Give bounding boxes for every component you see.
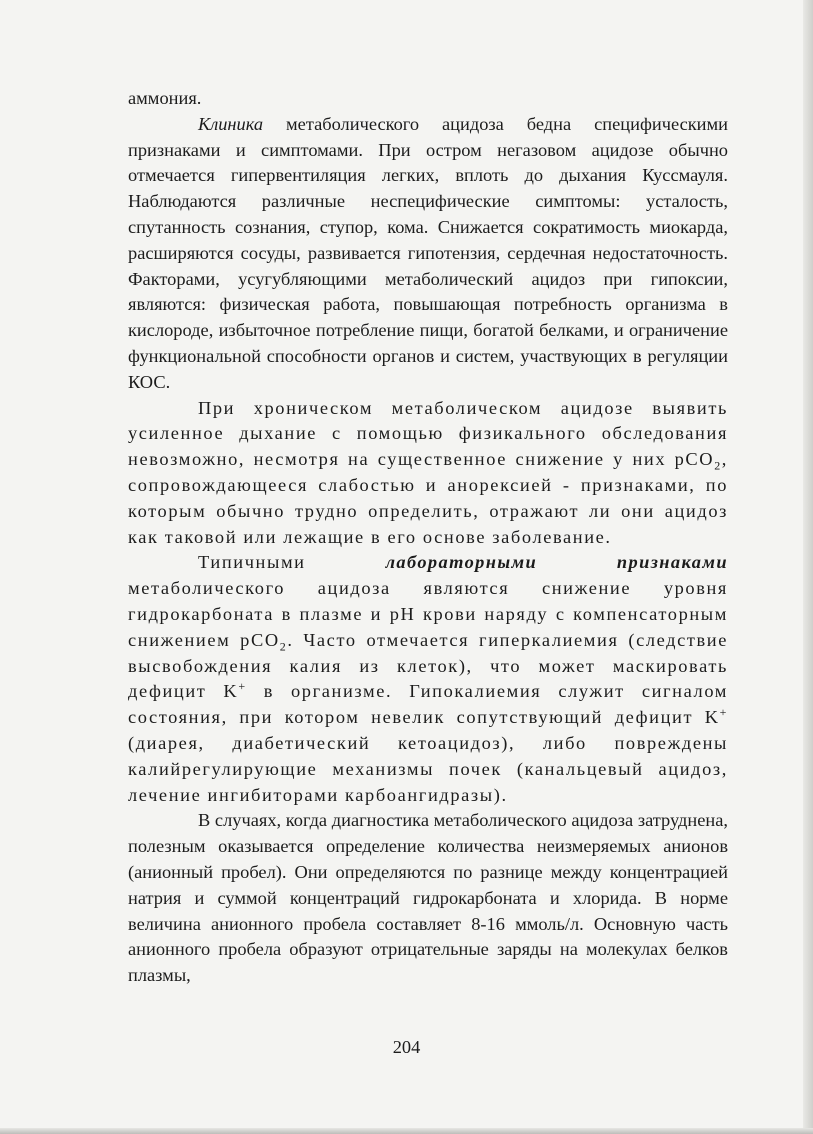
- subscript-2: 2: [714, 458, 722, 473]
- scan-edge-bottom: [0, 1128, 813, 1134]
- paragraph-chronic-text-end: , сопровождающееся слабостью и анорексией - признаками, по которым обычно трудно определить, отражают ли они ацидоз как таковой или лежащие в его основе заболевание.: [128, 449, 728, 547]
- paragraph-lab-lead: [128, 550, 728, 576]
- term-lab-signs: лабораторными признаками: [385, 552, 728, 573]
- paragraph-lab-lead-word: Типичными: [198, 552, 306, 573]
- subscript-2: 2: [279, 639, 288, 654]
- paragraph-lab-text-4: (диарея, диабетический кетоацидоз), либо повреждены калийрегулирующие механизмы почек (канальцевый ацидоз, лечение ингибиторами карбоангидразы).: [128, 732, 728, 805]
- paragraph-chronic: [128, 396, 728, 551]
- paragraph-chronic-text: При хроническом метаболическом ацидозе выявить усиленное дыхание с помощью физикального обследования невозможно, несмотря на существенное снижение у них pCO: [128, 397, 728, 470]
- paragraph-lab: [128, 576, 728, 808]
- paragraph-clinic: [128, 112, 728, 396]
- paragraph-lab-text-3: в организме. Гипокалиемия служит сигналом состояния, при котором невелик сопутствующий дефицит K: [128, 681, 728, 728]
- scan-edge-right: [803, 0, 813, 1134]
- paragraph-anion-gap: В случаях, когда диагностика метаболического ацидоза затруднена, полезным оказывается определение количества неизмеряемых анионов (анионный пробел). Они определяются по разнице между концентрацией натрия и суммой концентраций гидрокарбоната и хлорида. В норме величина анионного пробела составляет 8-16 ммоль/л. Основную часть анионного пробела образуют отрицательные заряды на молекулах белков плазмы,: [128, 810, 728, 986]
- superscript-plus: +: [238, 679, 247, 694]
- paragraph-lab-text-2: . Часто отмечается гиперкалиемия (следствие высвобождения калия из клеток), что может маскировать дефицит K: [128, 629, 728, 702]
- paragraph-lab-text-1: метаболического ацидоза являются снижение уровня гидрокарбоната в плазме и рН крови наряду с компенсаторным снижением pCO: [128, 578, 728, 650]
- paragraph-clinic-text: метаболического ацидоза бедна специфическими признаками и симптомами. При остром негазовом ацидозе обычно отмечается гипервентиляция легких, вплоть до дыхания Куссмауля. Наблюдаются различные неспецифические симптомы: усталость, спутанность сознания, ступор, кома. Снижается сократимость миокарда, расширяются сосуды, развивается гипотензия, сердечная недостаточность. Факторами, усугубляющими метаболический ацидоз при гипоксии, являются: физическая работа, повышающая потребность организма в кислороде, избыточное потребление пищи, богатой белками, и ограничение функциональной способности органов и систем, участвующих в регуляции КОС.: [128, 113, 728, 392]
- page-text: [128, 86, 728, 989]
- page-number: 204: [392, 1037, 421, 1057]
- superscript-plus: +: [719, 705, 728, 719]
- term-clinic: Клиника: [198, 113, 264, 134]
- continuation-line: аммония.: [128, 88, 202, 108]
